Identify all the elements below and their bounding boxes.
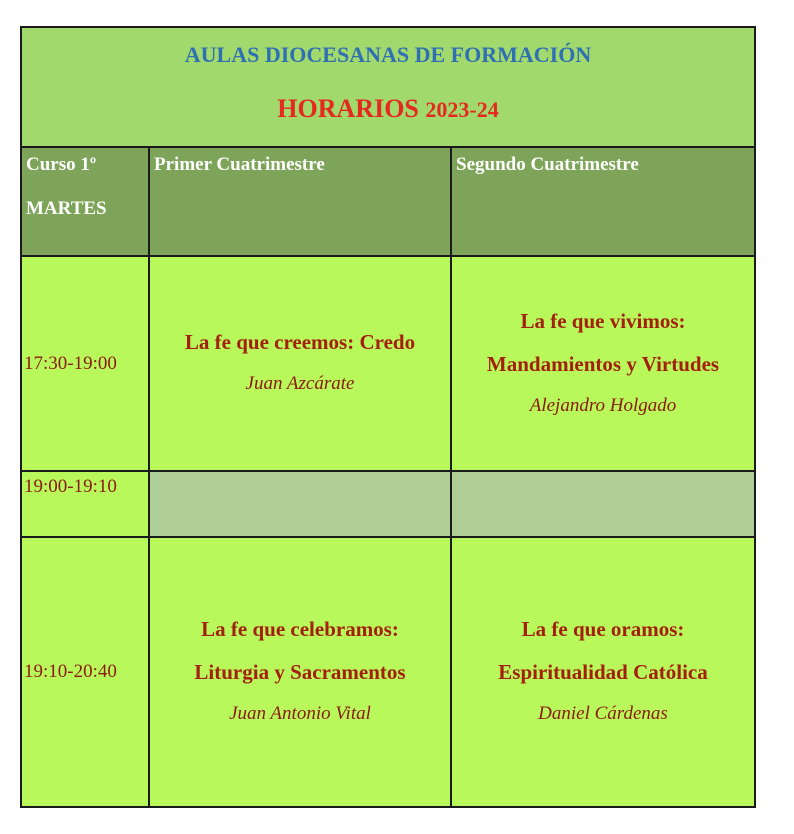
course-cell bbox=[149, 537, 451, 807]
first-term-label: Primer Cuatrimestre bbox=[154, 154, 325, 175]
time-label: 17:30-19:00 bbox=[24, 352, 117, 374]
time-label: 19:10-20:40 bbox=[24, 661, 117, 682]
subtitle-text: HORARIOS bbox=[277, 94, 426, 123]
second-term-label: Segundo Cuatrimestre bbox=[456, 154, 639, 175]
subtitle-year: 2023-24 bbox=[425, 97, 499, 122]
teacher-name: Juan Azcárate bbox=[245, 373, 355, 394]
schedule-subtitle bbox=[22, 94, 754, 124]
time-cell bbox=[21, 537, 149, 807]
time-label: 19:00-19:10 bbox=[24, 476, 117, 497]
header-second-term bbox=[451, 147, 755, 256]
table-row-break bbox=[21, 471, 755, 537]
header-course-cell bbox=[21, 147, 149, 256]
table-row bbox=[21, 256, 755, 471]
course-title: Espiritualidad Católica bbox=[498, 660, 708, 684]
header-first-term bbox=[149, 147, 451, 256]
course-cell bbox=[451, 537, 755, 807]
break-cell bbox=[149, 471, 451, 537]
page-title: AULAS DIOCESANAS DE FORMACIÓN bbox=[184, 42, 592, 67]
course-title: Mandamientos y Virtudes bbox=[486, 351, 720, 376]
day-label: MARTES bbox=[26, 198, 107, 219]
course-title: La fe que oramos: bbox=[521, 617, 685, 641]
course-title: La fe que celebramos: bbox=[201, 617, 399, 641]
time-cell bbox=[21, 471, 149, 537]
teacher-name: Daniel Cárdenas bbox=[538, 703, 668, 724]
break-cell bbox=[451, 471, 755, 537]
course-title: La fe que vivimos: bbox=[520, 308, 686, 333]
teacher-name: Juan Antonio Vital bbox=[229, 703, 371, 724]
time-cell bbox=[21, 256, 149, 471]
title-banner bbox=[21, 27, 755, 147]
course-label: Curso 1º bbox=[26, 154, 97, 175]
course-cell bbox=[451, 256, 755, 471]
table-row bbox=[21, 537, 755, 807]
course-title: Liturgia y Sacramentos bbox=[194, 660, 406, 684]
schedule-table bbox=[20, 26, 756, 808]
course-cell bbox=[149, 256, 451, 471]
course-title: La fe que creemos: Credo bbox=[184, 330, 416, 354]
teacher-name: Alejandro Holgado bbox=[529, 394, 677, 416]
